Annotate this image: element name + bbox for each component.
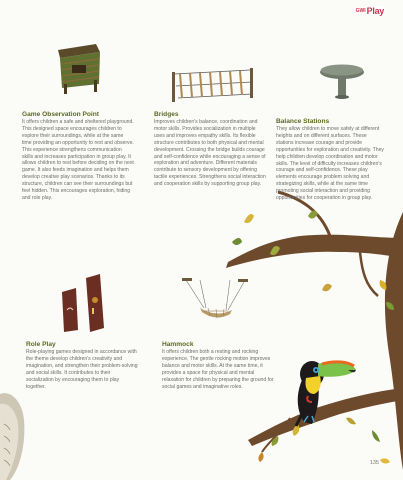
brand-prefix: GWI	[355, 8, 366, 14]
game-observation-point-section	[22, 111, 134, 202]
brand-name: Play	[366, 6, 384, 16]
section-text: Role-playing games designed in accordance with the theme develop children's creativity and imagination, and strengthen their problem-solving and social skills. It contributes to their socialization by encouraging them to play together.	[26, 349, 138, 390]
hammock-section	[162, 341, 274, 390]
section-text: It offers children a safe and sheltered playground. This designed space encourages children to explore their surroundings, while at the same time providing an opportunity to rest and observe. This experience strengthens communication skills and increases participation in group play. It allows children to rest before deciding on the next game. It also feeds imagination and helps them develop creative play scenarios. Thanks to its structure, children can see their surroundings but feel hidden. This encourages exploration, hiding and role play.	[22, 119, 134, 201]
toucan-illustration	[282, 350, 362, 430]
section-text: They allow children to move safely at different heights and on different surfaces. These stations increase courage and provide opportunities for exploration and creativity. They help children develop coordination and motor skills. The level of difficulty increases children's courage and self-confidence. These play elements encourage problem solving and strategizing skills, while at the same time promoting social interaction and providing opportunities for cooperation in group play.	[276, 126, 384, 202]
section-title: Hammock	[162, 341, 194, 348]
page-number: 135	[369, 460, 379, 466]
section-text: Improves children's balance, coordination and motor skills. Provides socialization in multiple uses and improves empathy skills. Its flexible structure contributes to both physical and mental development. Crossing the bridge builds courage and self-confidence while encouraging a sense of exploration and adventure. Different materials contribute to sensory development by offering tactile experiences. Strengthens social interaction and cooperation skills by supporting group play.	[154, 119, 266, 188]
owl-illustration	[0, 384, 26, 480]
bridges-section	[154, 111, 266, 188]
section-title: Role Play	[26, 341, 56, 348]
role-play-section	[26, 341, 138, 390]
section-text: It offers children both a resting and rocking experience. The gentle rocking motion improves balance and motor skills. At the same time, it provides a space for physical and mental relaxation for children by preparing the ground for social games and imaginative roles.	[162, 349, 274, 390]
balance-stations-section	[276, 118, 384, 202]
section-title: Game Observation Point	[22, 111, 99, 118]
section-title: Balance Stations	[276, 118, 330, 125]
section-title: Bridges	[154, 111, 179, 118]
